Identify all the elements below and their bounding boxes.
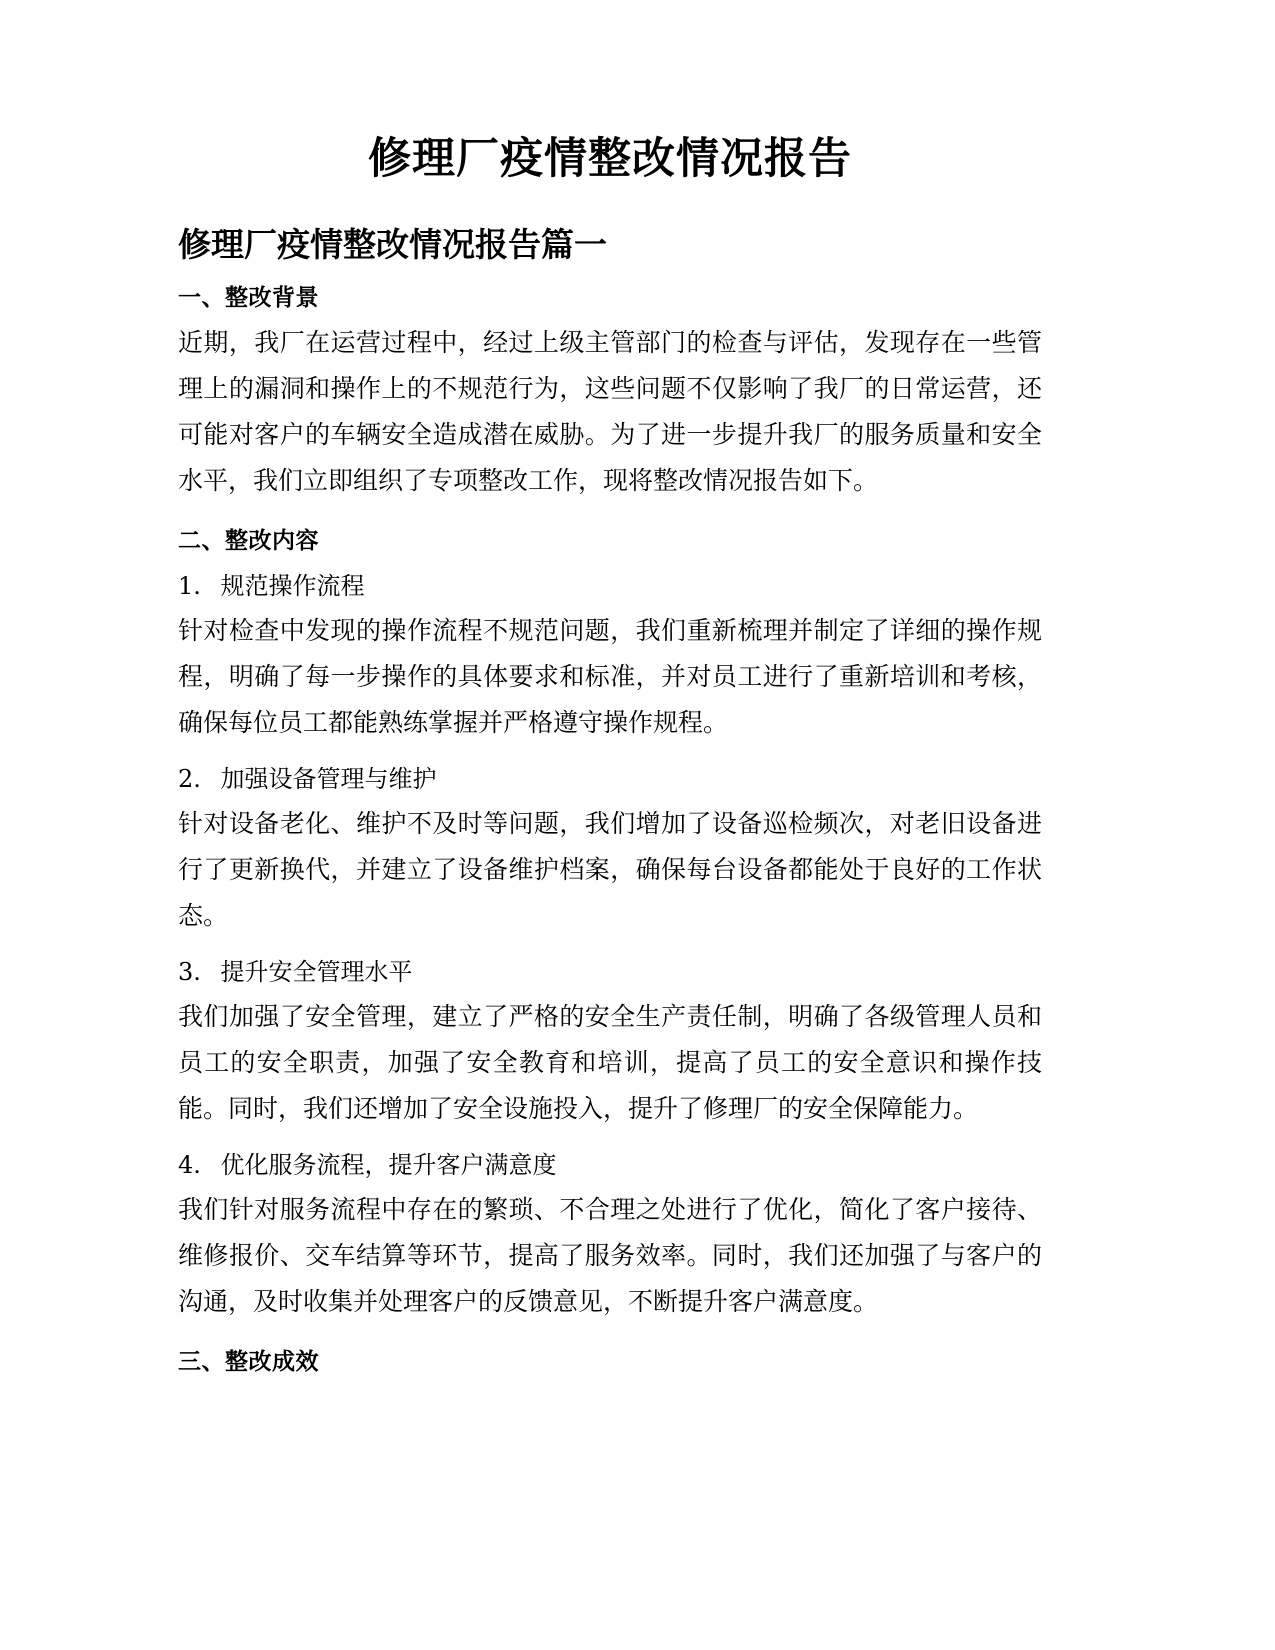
list-item-number: 2. — [178, 765, 201, 793]
list-item — [178, 746, 1042, 791]
document-subtitle: 修理厂疫情整改情况报告篇一 — [178, 225, 607, 264]
paragraph-item-1: 针对检查中发现的操作流程不规范问题，我们重新梳理并制定了详细的操作规程，明确了每一步操作的具体要求和标准，并对员工进行了重新培训和考核，确保每位员工都能熟练掌握并严格遵守操作规程。 — [178, 616, 1042, 737]
list-item — [178, 553, 1042, 598]
list-item-label: 规范操作流程 — [220, 572, 365, 600]
list-item-label: 优化服务流程，提升客户满意度 — [220, 1151, 557, 1179]
list-item-number: 3. — [178, 958, 201, 986]
paragraph-item-2: 针对设备老化、维护不及时等问题，我们增加了设备巡检频次，对老旧设备进行了更新换代，并建立了设备维护档案，确保每台设备都能处于良好的工作状态。 — [178, 809, 1042, 930]
section-heading-results: 三、整改成效 — [178, 1349, 319, 1375]
list-item — [178, 1132, 1042, 1177]
document-content — [178, 0, 1042, 1374]
section-heading-background: 一、整改背景 — [178, 285, 319, 311]
list-item-label: 加强设备管理与维护 — [220, 765, 437, 793]
list-item-number: 4. — [178, 1151, 201, 1179]
paragraph-background: 近期，我厂在运营过程中，经过上级主管部门的检查与评估，发现存在一些管理上的漏洞和操作上的不规范行为，这些问题不仅影响了我厂的日常运营，还可能对客户的车辆安全造成潜在威胁。为了进一步提升我厂的服务质量和安全水平，我们立即组织了专项整改工作，现将整改情况报告如下。 — [178, 328, 1042, 495]
paragraph-item-4: 我们针对服务流程中存在的繁琐、不合理之处进行了优化，简化了客户接待、维修报价、交车结算等环节，提高了服务效率。同时，我们还加强了与客户的沟通，及时收集并处理客户的反馈意见，不断提升客户满意度。 — [178, 1195, 1042, 1316]
list-item — [178, 939, 1042, 984]
list-item-label: 提升安全管理水平 — [220, 958, 413, 986]
list-item-number: 1. — [178, 572, 201, 600]
page-title: 修理厂疫情整改情况报告 — [368, 134, 852, 184]
section-heading-content: 二、整改内容 — [178, 528, 319, 554]
paragraph-item-3: 我们加强了安全管理，建立了严格的安全生产责任制，明确了各级管理人员和员工的安全职责，加强了安全教育和培训，提高了员工的安全意识和操作技能。同时，我们还增加了安全设施投入，提升了修理厂的安全保障能力。 — [178, 1002, 1042, 1123]
